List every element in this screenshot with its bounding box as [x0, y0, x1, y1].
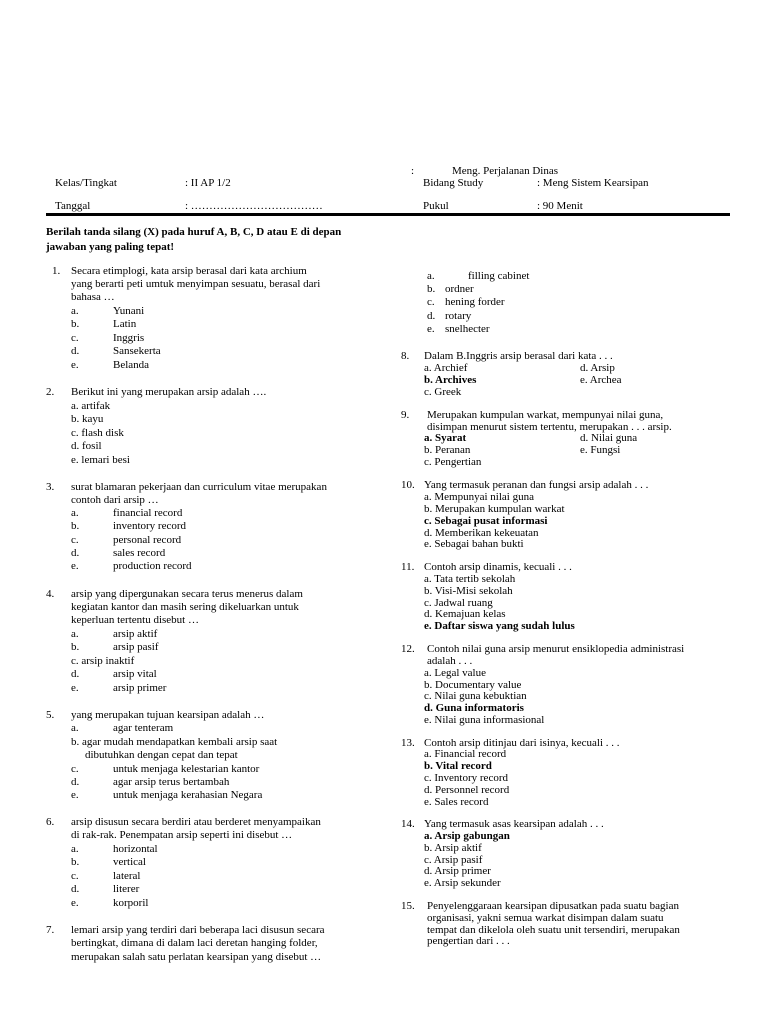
- q3-opt-a-letter[interactable]: a.: [71, 507, 79, 519]
- q10-text-1: Yang termasuk peranan dan fungsi arsip adalah . . .: [424, 479, 649, 491]
- q4-text-3: keperluan tertentu disebut …: [71, 614, 199, 626]
- q2-opt-d[interactable]: d. fosil: [71, 440, 102, 452]
- q9-opt-d[interactable]: d. Nilai guna: [580, 432, 638, 444]
- q11-opt-c[interactable]: c. Jadwal ruang: [424, 597, 493, 609]
- q4-opt-a: arsip aktif: [113, 628, 158, 640]
- q4-text-2: kegiatan kantor dan masih sering dikeluarkan untuk: [71, 601, 299, 613]
- q8-opt-d[interactable]: d. Arsip: [580, 362, 615, 374]
- q6-opt-c: lateral: [113, 870, 141, 882]
- q8-text-1: Dalam B.Inggris arsip berasal dari kata . . .: [424, 350, 613, 362]
- q8-opt-a[interactable]: a. Archief: [424, 362, 468, 374]
- q5-opt-b-2: dibutuhkan dengan cepat dan tepat: [85, 749, 238, 761]
- q3-opt-b-letter[interactable]: b.: [71, 520, 80, 532]
- instruction: Berilah tanda silang (X) pada huruf A, B, C, D atau E di depan jawaban yang paling tepat!: [46, 226, 342, 253]
- q1-text-2: yang berarti peti umtuk menyimpan sesuatu, berasal dari: [71, 278, 321, 290]
- q3-opt-c-letter[interactable]: c.: [71, 534, 79, 546]
- q12-text-1: Contoh nilai guna arsip menurut ensiklopedia administrasi: [427, 643, 685, 655]
- q1-opt-d-letter[interactable]: d.: [71, 345, 80, 357]
- q10-opt-c[interactable]: c. Sebagai pusat informasi: [424, 515, 548, 527]
- q14-opt-d[interactable]: d. Arsip primer: [424, 865, 491, 877]
- q7-opt-b: ordner: [445, 283, 474, 295]
- q5-opt-b-1[interactable]: b. agar mudah mendapatkan kembali arsip saat: [71, 736, 278, 748]
- q13-opt-c[interactable]: c. Inventory record: [424, 772, 508, 784]
- q9-opt-e[interactable]: e. Fungsi: [580, 444, 621, 456]
- q10-opt-e[interactable]: e. Sebagai bahan bukti: [424, 538, 524, 550]
- q7-opt-a-letter[interactable]: a.: [427, 270, 435, 282]
- q9-opt-c[interactable]: c. Pengertian: [424, 456, 482, 468]
- q10-opt-b[interactable]: b. Merupakan kumpulan warkat: [424, 503, 565, 515]
- q11-opt-e[interactable]: e. Daftar siswa yang sudah lulus: [424, 620, 575, 632]
- q7-opt-c-letter[interactable]: c.: [427, 296, 435, 308]
- q7-opt-c: hening forder: [445, 296, 505, 308]
- q6-opt-e: korporil: [113, 897, 149, 909]
- q8-opt-c[interactable]: c. Greek: [424, 386, 462, 398]
- q4-opt-d: arsip vital: [113, 668, 157, 680]
- q11-opt-d[interactable]: d. Kemajuan kelas: [424, 608, 506, 620]
- q7-number: 7.: [46, 924, 55, 936]
- bidang-value: : Meng Sistem Kearsipan: [537, 177, 649, 189]
- q5-opt-d: agar arsip terus bertambah: [113, 776, 230, 788]
- q5-opt-a-letter[interactable]: a.: [71, 722, 79, 734]
- q12-opt-c[interactable]: c. Nilai guna kebuktian: [424, 690, 527, 702]
- q3-opt-c: personal record: [113, 534, 182, 546]
- q11-opt-a[interactable]: a. Tata tertib sekolah: [424, 573, 516, 585]
- q14-number: 14.: [401, 818, 415, 830]
- q3-opt-e-letter[interactable]: e.: [71, 560, 79, 572]
- tanggal-value: : ………………………………: [185, 200, 323, 212]
- q15-text-1: Penyelenggaraan kearsipan dipusatkan pada suatu bagian: [427, 900, 679, 912]
- q4-opt-b-letter[interactable]: b.: [71, 641, 80, 653]
- q7-opt-e-letter[interactable]: e.: [427, 323, 435, 335]
- q15-text-3: tempat dan dikelola oleh suatu unit tersendiri, merupakan: [427, 924, 680, 936]
- q4-opt-e: arsip primer: [113, 682, 167, 694]
- q10-number: 10.: [401, 479, 415, 491]
- q3-opt-b: inventory record: [113, 520, 186, 532]
- q14-opt-a[interactable]: a. Arsip gabungan: [424, 830, 510, 842]
- header-colon: :: [411, 165, 415, 177]
- q6-opt-c-letter[interactable]: c.: [71, 870, 79, 882]
- q3-text-1: surat blamaran pekerjaan dan curriculum vitae merupakan: [71, 481, 327, 493]
- q9-opt-a[interactable]: a. Syarat: [424, 432, 467, 444]
- q5-text-1: yang merupakan tujuan kearsipan adalah …: [71, 709, 265, 721]
- q6-opt-d: literer: [113, 883, 140, 895]
- q2-opt-c[interactable]: c. flash disk: [71, 427, 124, 439]
- q2-text-1: Berikut ini yang merupakan arsip adalah ….: [71, 386, 267, 398]
- q3-number: 3.: [46, 481, 55, 493]
- q8-number: 8.: [401, 350, 410, 362]
- q5-opt-c-letter[interactable]: c.: [71, 763, 79, 775]
- q4-opt-a-letter[interactable]: a.: [71, 628, 79, 640]
- kelas-label: Kelas/Tingkat: [55, 177, 117, 189]
- q4-text-1: arsip yang dipergunakan secara terus menerus dalam: [71, 588, 303, 600]
- q1-opt-c-letter[interactable]: c.: [71, 332, 79, 344]
- q14-opt-b[interactable]: b. Arsip aktif: [424, 842, 482, 854]
- q6-text-2: di rak-rak. Penempatan arsip seperti ini disebut …: [71, 829, 293, 841]
- q1-opt-b: Latin: [113, 318, 137, 330]
- q3-opt-e: production record: [113, 560, 192, 572]
- q4-opt-e-letter[interactable]: e.: [71, 682, 79, 694]
- q7-opt-d-letter[interactable]: d.: [427, 310, 436, 322]
- q1-text-3: bahasa …: [71, 291, 115, 303]
- q6-opt-b: vertical: [113, 856, 146, 868]
- q3-opt-d-letter[interactable]: d.: [71, 547, 80, 559]
- q3-text-2: contoh dari arsip …: [71, 494, 159, 506]
- q13-text-1: Contoh arsip ditinjau dari isinya, kecuali . . .: [424, 737, 620, 749]
- q1-opt-a-letter[interactable]: a.: [71, 305, 79, 317]
- q7-text-2: bertingkat, dimana di dalam laci deretan hanging folder,: [71, 937, 318, 949]
- q4-opt-b: arsip pasif: [113, 641, 159, 653]
- q13-opt-b[interactable]: b. Vital record: [424, 760, 492, 772]
- q2-opt-e[interactable]: e. lemari besi: [71, 454, 130, 466]
- q2-opt-a[interactable]: a. artifak: [71, 400, 111, 412]
- q15-text-2: organisasi, yakni semua warkat disimpan dalam suatu: [427, 912, 664, 924]
- q8-opt-b[interactable]: b. Archives: [424, 374, 477, 386]
- q14-opt-c[interactable]: c. Arsip pasif: [424, 854, 483, 866]
- q5-opt-a: agar tenteram: [113, 722, 174, 734]
- q11-number: 11.: [401, 561, 415, 573]
- q3-opt-d: sales record: [113, 547, 166, 559]
- q7-opt-d: rotary: [445, 310, 472, 322]
- q13-number: 13.: [401, 737, 415, 749]
- q7-opt-b-letter[interactable]: b.: [427, 283, 436, 295]
- q15-text-4: pengertian dari . . .: [427, 935, 510, 947]
- q7-text-1: lemari arsip yang terdiri dari beberapa laci disusun secara: [71, 924, 325, 936]
- q13-opt-e[interactable]: e. Sales record: [424, 796, 489, 808]
- q9-opt-b[interactable]: b. Peranan: [424, 444, 471, 456]
- q1-opt-c: Inggris: [113, 332, 145, 344]
- q1-opt-a: Yunani: [113, 305, 145, 317]
- bidang-label: Bidang Study: [423, 177, 484, 189]
- q6-opt-a-letter[interactable]: a.: [71, 843, 79, 855]
- q12-text-2: adalah . . .: [427, 655, 473, 667]
- pukul-value: : 90 Menit: [537, 200, 583, 212]
- q9-text-1: Merupakan kumpulan warkat, mempunyai nilai guna,: [427, 409, 664, 421]
- q4-opt-c[interactable]: c. arsip inaktif: [71, 655, 135, 667]
- q6-opt-e-letter[interactable]: e.: [71, 897, 79, 909]
- q6-opt-b-letter[interactable]: b.: [71, 856, 80, 868]
- q13-opt-d[interactable]: d. Personnel record: [424, 784, 510, 796]
- q14-opt-e[interactable]: e. Arsip sekunder: [424, 877, 501, 889]
- q1-opt-e: Belanda: [113, 359, 150, 371]
- q5-opt-d-letter[interactable]: d.: [71, 776, 80, 788]
- tanggal-label: Tanggal: [55, 200, 91, 212]
- q7-text-3: merupakan salah satu perlatan kearsipan yang disebut …: [71, 951, 322, 963]
- q2-number: 2.: [46, 386, 55, 398]
- q5-opt-e-letter[interactable]: e.: [71, 789, 79, 801]
- q8-opt-e[interactable]: e. Archea: [580, 374, 622, 386]
- q5-number: 5.: [46, 709, 55, 721]
- q13-opt-a[interactable]: a. Financial record: [424, 748, 507, 760]
- header-divider: [46, 213, 730, 216]
- q1-number: 1.: [52, 265, 61, 277]
- q1-text-1: Secara etimplogi, kata arsip berasal dari kata archium: [71, 265, 307, 277]
- q11-opt-b[interactable]: b. Visi-Misi sekolah: [424, 585, 513, 597]
- q15-number: 15.: [401, 900, 415, 912]
- q7-opt-a: filling cabinet: [468, 270, 530, 282]
- q3-opt-a: financial record: [113, 507, 183, 519]
- q4-opt-d-letter[interactable]: d.: [71, 668, 80, 680]
- pukul-label: Pukul: [423, 200, 449, 212]
- q5-opt-e: untuk menjaga kerahasian Negara: [113, 789, 263, 801]
- q9-number: 9.: [401, 409, 410, 421]
- q2-opt-b[interactable]: b. kayu: [71, 413, 104, 425]
- q1-opt-e-letter[interactable]: e.: [71, 359, 79, 371]
- q12-opt-d[interactable]: d. Guna informatoris: [424, 702, 524, 714]
- q10-opt-a[interactable]: a. Mempunyai nilai guna: [424, 491, 534, 503]
- q4-number: 4.: [46, 588, 55, 600]
- q1-opt-d: Sansekerta: [113, 345, 161, 357]
- subject-meng-perjalanan: Meng. Perjalanan Dinas: [452, 165, 558, 177]
- q6-number: 6.: [46, 816, 55, 828]
- q7-opt-e: snelhecter: [445, 323, 490, 335]
- q6-opt-a: horizontal: [113, 843, 158, 855]
- q12-opt-b[interactable]: b. Documentary value: [424, 679, 522, 691]
- q12-opt-e[interactable]: e. Nilai guna informasional: [424, 714, 545, 726]
- q12-number: 12.: [401, 643, 415, 655]
- kelas-value: : II AP 1/2: [185, 177, 231, 189]
- q12-opt-a[interactable]: a. Legal value: [424, 667, 486, 679]
- q1-opt-b-letter[interactable]: b.: [71, 318, 80, 330]
- q6-opt-d-letter[interactable]: d.: [71, 883, 80, 895]
- q9-text-2: disimpan menurut sistem tertentu, merupakan . . . arsip.: [427, 421, 672, 433]
- q6-text-1: arsip disusun secara berdiri atau berderet menyampaikan: [71, 816, 321, 828]
- q11-text-1: Contoh arsip dinamis, kecuali . . .: [424, 561, 572, 573]
- q5-opt-c: untuk menjaga kelestarian kantor: [113, 763, 260, 775]
- q14-text-1: Yang termasuk asas kearsipan adalah . . .: [424, 818, 604, 830]
- q10-opt-d[interactable]: d. Memberikan kekeuatan: [424, 527, 539, 539]
